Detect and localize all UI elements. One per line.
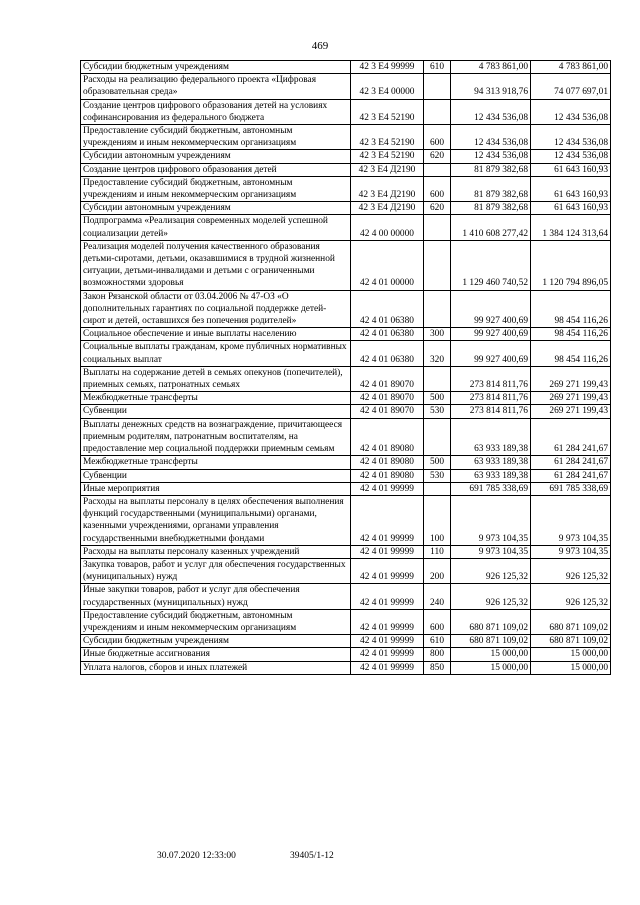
row-name-cell: Межбюджетные трансферты <box>81 456 351 469</box>
row-code-cell: 42 4 01 89070 <box>351 392 424 405</box>
row-name-cell: Выплаты денежных средств на вознаграждение, причитающееся приемным родителям, патронатным воспитателям, на предоставление мер социальной поддержки приемным семьям <box>81 418 351 456</box>
row-value-2020-cell: 9 973 104,35 <box>451 495 531 545</box>
row-code-cell: 42 4 01 99999 <box>351 584 424 609</box>
row-code-cell: 42 3 Е4 52190 <box>351 99 424 124</box>
table-row <box>81 215 611 240</box>
row-value-2021-cell: 1 384 124 313,64 <box>531 215 611 240</box>
row-type-cell: 100 <box>424 495 451 545</box>
table-row <box>81 290 611 328</box>
row-value-2020-cell: 926 125,32 <box>451 558 531 583</box>
row-value-2021-cell: 61 284 241,67 <box>531 418 611 456</box>
row-value-2021-cell: 269 271 199,43 <box>531 392 611 405</box>
row-value-2020-cell: 926 125,32 <box>451 584 531 609</box>
row-value-2020-cell: 273 814 811,76 <box>451 405 531 418</box>
footer-doc-number: 39405/1-12 <box>290 851 334 861</box>
row-type-cell: 610 <box>424 635 451 648</box>
row-code-cell: 42 3 Е4 Д2190 <box>351 163 424 176</box>
row-value-2021-cell: 98 454 116,26 <box>531 290 611 328</box>
table-row <box>81 392 611 405</box>
row-name-cell: Предоставление субсидий бюджетным, автономным учреждениям и иным некоммерческим организациям <box>81 176 351 201</box>
row-value-2020-cell: 1 129 460 740,52 <box>451 240 531 290</box>
row-value-2021-cell: 12 434 536,08 <box>531 99 611 124</box>
row-type-cell: 850 <box>424 661 451 674</box>
row-name-cell: Реализация моделей получения качественного образования детьми-сиротами, детьми, оказавшимися в трудной жизненной ситуации, детьми-инвалидами и детьми с ограниченными возможностями здоровья <box>81 240 351 290</box>
row-name-cell: Создание центров цифрового образования детей <box>81 163 351 176</box>
row-type-cell: 800 <box>424 648 451 661</box>
row-name-cell: Расходы на выплаты персоналу в целях обеспечения выполнения функций государственными (муниципальными) органами, казенными учреждениями, органами управления государственными внебюджетными фондами <box>81 495 351 545</box>
row-type-cell: 500 <box>424 456 451 469</box>
row-type-cell <box>424 290 451 328</box>
row-value-2021-cell: 269 271 199,43 <box>531 405 611 418</box>
table-row <box>81 150 611 163</box>
row-type-cell: 300 <box>424 328 451 341</box>
table-row <box>81 240 611 290</box>
row-code-cell: 42 4 01 99999 <box>351 609 424 634</box>
table-row <box>81 545 611 558</box>
row-name-cell: Создание центров цифрового образования детей на условиях софинансирования из федерального бюджета <box>81 99 351 124</box>
row-type-cell: 320 <box>424 341 451 366</box>
row-value-2020-cell: 4 783 861,00 <box>451 61 531 74</box>
row-type-cell: 530 <box>424 405 451 418</box>
row-code-cell: 42 4 01 99999 <box>351 558 424 583</box>
row-value-2021-cell: 61 284 241,67 <box>531 456 611 469</box>
row-code-cell: 42 4 01 99999 <box>351 635 424 648</box>
row-code-cell: 42 4 01 99999 <box>351 648 424 661</box>
row-code-cell: 42 4 01 99999 <box>351 495 424 545</box>
row-code-cell: 42 4 01 99999 <box>351 661 424 674</box>
row-code-cell: 42 3 Е4 Д2190 <box>351 202 424 215</box>
row-code-cell: 42 4 01 06380 <box>351 290 424 328</box>
row-code-cell: 42 3 Е4 Д2190 <box>351 176 424 201</box>
row-value-2021-cell: 12 434 536,08 <box>531 150 611 163</box>
row-code-cell: 42 4 01 89070 <box>351 366 424 391</box>
row-type-cell: 530 <box>424 469 451 482</box>
row-value-2020-cell: 99 927 400,69 <box>451 341 531 366</box>
row-type-cell: 240 <box>424 584 451 609</box>
row-value-2020-cell: 9 973 104,35 <box>451 545 531 558</box>
row-value-2020-cell: 99 927 400,69 <box>451 328 531 341</box>
row-value-2020-cell: 15 000,00 <box>451 648 531 661</box>
row-value-2021-cell: 61 643 160,93 <box>531 163 611 176</box>
row-code-cell: 42 4 00 00000 <box>351 215 424 240</box>
row-code-cell: 42 3 Е4 99999 <box>351 61 424 74</box>
row-code-cell: 42 4 01 99999 <box>351 482 424 495</box>
row-code-cell: 42 4 01 89080 <box>351 469 424 482</box>
row-name-cell: Расходы на выплаты персоналу казенных учреждений <box>81 545 351 558</box>
table-row <box>81 584 611 609</box>
row-type-cell <box>424 99 451 124</box>
row-name-cell: Иные мероприятия <box>81 482 351 495</box>
row-value-2020-cell: 680 871 109,02 <box>451 609 531 634</box>
table-row <box>81 202 611 215</box>
row-name-cell: Закупка товаров, работ и услуг для обеспечения государственных (муниципальных) нужд <box>81 558 351 583</box>
table-row <box>81 99 611 124</box>
row-value-2021-cell: 9 973 104,35 <box>531 545 611 558</box>
row-code-cell: 42 3 Е4 00000 <box>351 74 424 99</box>
row-type-cell: 500 <box>424 392 451 405</box>
row-name-cell: Предоставление субсидий бюджетным, автономным учреждениям и иным некоммерческим организациям <box>81 609 351 634</box>
row-value-2021-cell: 680 871 109,02 <box>531 609 611 634</box>
row-value-2020-cell: 691 785 338,69 <box>451 482 531 495</box>
row-value-2021-cell: 1 120 794 896,05 <box>531 240 611 290</box>
row-value-2020-cell: 63 933 189,38 <box>451 456 531 469</box>
table-row <box>81 456 611 469</box>
row-value-2021-cell: 680 871 109,02 <box>531 635 611 648</box>
row-value-2020-cell: 273 814 811,76 <box>451 392 531 405</box>
row-name-cell: Субвенции <box>81 405 351 418</box>
row-value-2020-cell: 63 933 189,38 <box>451 418 531 456</box>
table-row <box>81 661 611 674</box>
row-type-cell <box>424 163 451 176</box>
row-name-cell: Субсидии автономным учреждениям <box>81 150 351 163</box>
row-value-2020-cell: 99 927 400,69 <box>451 290 531 328</box>
table-row <box>81 418 611 456</box>
row-type-cell <box>424 215 451 240</box>
row-value-2020-cell: 81 879 382,68 <box>451 202 531 215</box>
row-name-cell: Подпрограмма «Реализация современных моделей успешной социализации детей» <box>81 215 351 240</box>
row-name-cell: Закон Рязанской области от 03.04.2006 № 47-ОЗ «О дополнительных гарантиях по социальной поддержке детей-сирот и детей, оставшихся без попечения родителей» <box>81 290 351 328</box>
row-type-cell <box>424 482 451 495</box>
row-name-cell: Выплаты на содержание детей в семьях опекунов (попечителей), приемных семьях, патронатных семьях <box>81 366 351 391</box>
row-name-cell: Субсидии бюджетным учреждениям <box>81 635 351 648</box>
row-type-cell <box>424 366 451 391</box>
row-name-cell: Субсидии бюджетным учреждениям <box>81 61 351 74</box>
row-value-2021-cell: 691 785 338,69 <box>531 482 611 495</box>
row-code-cell: 42 3 Е4 52190 <box>351 150 424 163</box>
row-value-2021-cell: 98 454 116,26 <box>531 341 611 366</box>
row-name-cell: Расходы на реализацию федерального проекта «Цифровая образовательная среда» <box>81 74 351 99</box>
row-value-2020-cell: 94 313 918,76 <box>451 74 531 99</box>
row-type-cell: 620 <box>424 150 451 163</box>
row-type-cell: 600 <box>424 125 451 150</box>
row-name-cell: Субвенции <box>81 469 351 482</box>
table-row <box>81 648 611 661</box>
table-row <box>81 125 611 150</box>
row-value-2021-cell: 61 643 160,93 <box>531 176 611 201</box>
row-value-2021-cell: 61 643 160,93 <box>531 202 611 215</box>
budget-table-body <box>81 61 611 675</box>
table-row <box>81 366 611 391</box>
table-row <box>81 469 611 482</box>
row-value-2021-cell: 74 077 697,01 <box>531 74 611 99</box>
budget-table <box>80 60 611 675</box>
row-value-2020-cell: 12 434 536,08 <box>451 125 531 150</box>
table-row <box>81 61 611 74</box>
row-code-cell: 42 3 Е4 52190 <box>351 125 424 150</box>
row-value-2020-cell: 15 000,00 <box>451 661 531 674</box>
row-value-2021-cell: 926 125,32 <box>531 584 611 609</box>
row-value-2020-cell: 81 879 382,68 <box>451 176 531 201</box>
table-row <box>81 163 611 176</box>
row-code-cell: 42 4 01 89080 <box>351 456 424 469</box>
row-name-cell: Межбюджетные трансферты <box>81 392 351 405</box>
row-value-2020-cell: 12 434 536,08 <box>451 99 531 124</box>
table-row <box>81 74 611 99</box>
row-value-2021-cell: 12 434 536,08 <box>531 125 611 150</box>
row-type-cell: 600 <box>424 609 451 634</box>
table-row <box>81 328 611 341</box>
row-code-cell: 42 4 01 00000 <box>351 240 424 290</box>
row-name-cell: Субсидии автономным учреждениям <box>81 202 351 215</box>
row-type-cell: 620 <box>424 202 451 215</box>
row-name-cell: Социальное обеспечение и иные выплаты населению <box>81 328 351 341</box>
row-type-cell <box>424 240 451 290</box>
row-value-2021-cell: 4 783 861,00 <box>531 61 611 74</box>
row-code-cell: 42 4 01 06380 <box>351 341 424 366</box>
row-value-2020-cell: 63 933 189,38 <box>451 469 531 482</box>
row-type-cell: 610 <box>424 61 451 74</box>
table-row <box>81 495 611 545</box>
table-row <box>81 405 611 418</box>
row-type-cell <box>424 418 451 456</box>
row-code-cell: 42 4 01 99999 <box>351 545 424 558</box>
row-name-cell: Иные бюджетные ассигнования <box>81 648 351 661</box>
row-value-2020-cell: 273 814 811,76 <box>451 366 531 391</box>
row-name-cell: Предоставление субсидий бюджетным, автономным учреждениям и иным некоммерческим организациям <box>81 125 351 150</box>
page-number: 469 <box>311 40 329 52</box>
row-value-2021-cell: 9 973 104,35 <box>531 495 611 545</box>
row-code-cell: 42 4 01 89070 <box>351 405 424 418</box>
row-value-2021-cell: 61 284 241,67 <box>531 469 611 482</box>
table-row <box>81 609 611 634</box>
row-name-cell: Иные закупки товаров, работ и услуг для обеспечения государственных (муниципальных) нужд <box>81 584 351 609</box>
footer-timestamp: 30.07.2020 12:33:00 <box>157 851 236 861</box>
row-value-2020-cell: 12 434 536,08 <box>451 150 531 163</box>
row-name-cell: Уплата налогов, сборов и иных платежей <box>81 661 351 674</box>
row-value-2020-cell: 81 879 382,68 <box>451 163 531 176</box>
table-row <box>81 482 611 495</box>
row-code-cell: 42 4 01 06380 <box>351 328 424 341</box>
row-value-2021-cell: 15 000,00 <box>531 661 611 674</box>
row-type-cell: 110 <box>424 545 451 558</box>
row-value-2021-cell: 926 125,32 <box>531 558 611 583</box>
table-row <box>81 558 611 583</box>
row-name-cell: Социальные выплаты гражданам, кроме публичных нормативных социальных выплат <box>81 341 351 366</box>
row-value-2021-cell: 15 000,00 <box>531 648 611 661</box>
row-type-cell: 200 <box>424 558 451 583</box>
table-row <box>81 176 611 201</box>
row-value-2020-cell: 680 871 109,02 <box>451 635 531 648</box>
row-value-2021-cell: 98 454 116,26 <box>531 328 611 341</box>
row-value-2021-cell: 269 271 199,43 <box>531 366 611 391</box>
table-row <box>81 635 611 648</box>
table-row <box>81 341 611 366</box>
row-code-cell: 42 4 01 89080 <box>351 418 424 456</box>
row-value-2020-cell: 1 410 608 277,42 <box>451 215 531 240</box>
row-type-cell <box>424 74 451 99</box>
row-type-cell: 600 <box>424 176 451 201</box>
